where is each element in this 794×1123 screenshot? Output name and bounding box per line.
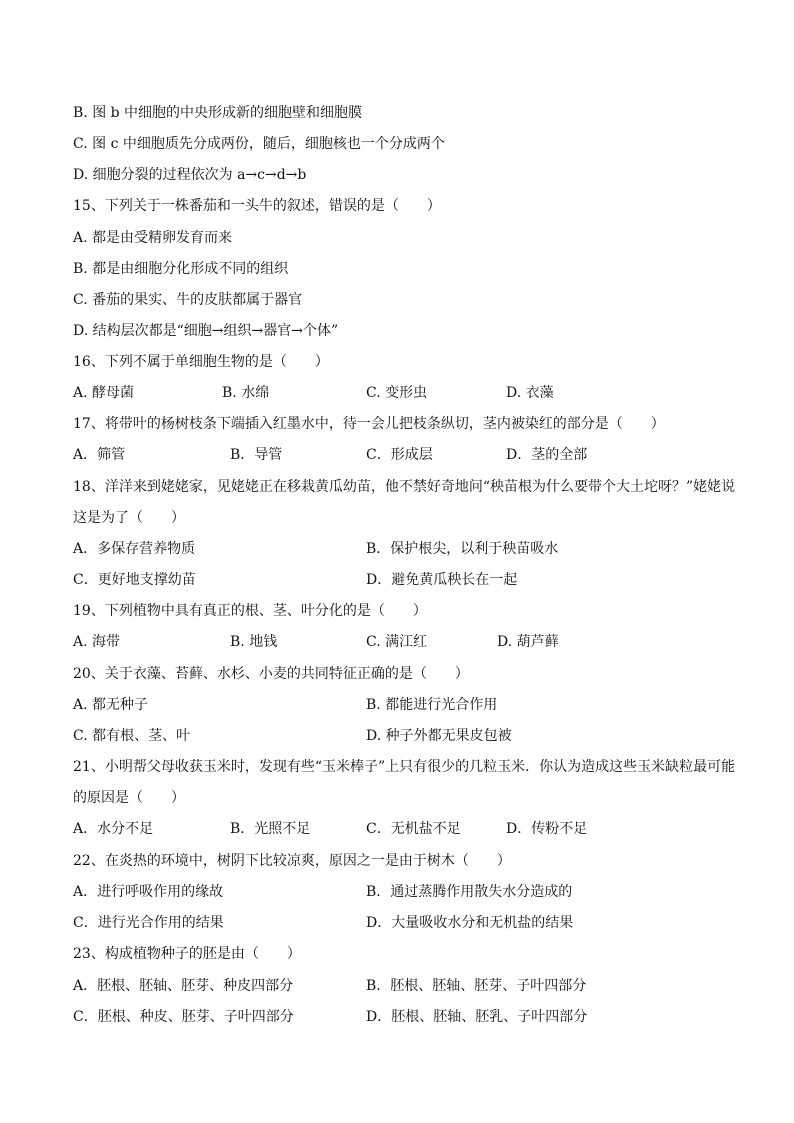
question-19-option-b: B. 地钱 — [230, 634, 278, 650]
question-18-option-b: B．保护根尖，以利于秧苗吸水 — [366, 541, 559, 557]
question-21-option-d: D．传粉不足 — [506, 821, 588, 837]
question-23-option-d: D．胚根、胚轴、胚乳、子叶四部分 — [366, 1009, 588, 1025]
question-17-option-b: B．导管 — [230, 447, 283, 463]
question-20-option-a: A. 都无种子 — [73, 697, 149, 713]
question-21-line-2: 的原因是（ ） — [73, 790, 185, 806]
question-18-line-1: 18、洋洋来到姥姥家，见姥姥正在移栽黄瓜幼苗，他不禁好奇地问“秧苗根为什么要带个大土坨呀？”姥姥说 — [73, 479, 736, 495]
question-21-line-1: 21、小明帮父母收获玉米时，发现有些“玉米棒子”上只有很少的几粒玉米．你认为造成这些玉米缺粒最可能 — [73, 759, 736, 775]
question-19-option-a: A. 海带 — [73, 634, 121, 650]
question-18-option-c: C．更好地支撑幼苗 — [73, 572, 196, 588]
question-23-option-c: C．胚根、种皮、胚芽、子叶四部分 — [73, 1009, 294, 1025]
question-23-option-a: A．胚根、胚轴、胚芽、种皮四部分 — [73, 978, 294, 994]
question-22-option-d: D．大量吸收水分和无机盐的结果 — [366, 915, 574, 931]
question-15-option-a: A. 都是由受精卵发育而来 — [73, 230, 233, 246]
question-21-option-c: C．无机盐不足 — [366, 821, 461, 837]
question-23: 23、构成植物种子的胚是由（ ） — [73, 946, 301, 962]
option-d-line: D. 细胞分裂的过程依次为 a→c→d→b — [73, 167, 307, 183]
question-19-option-c: C. 满江红 — [366, 634, 428, 650]
question-15-option-d: D. 结构层次都是“细胞→组织→器官→个体” — [73, 323, 339, 339]
question-15-option-b: B. 都是由细胞分化形成不同的组织 — [73, 261, 289, 277]
question-16: 16、下列不属于单细胞生物的是（ ） — [73, 354, 329, 370]
question-22-option-a: A．进行呼吸作用的缘故 — [73, 884, 224, 900]
question-19: 19、下列植物中具有真正的根、茎、叶分化的是（ ） — [73, 603, 427, 619]
question-21-option-b: B．光照不足 — [230, 821, 311, 837]
question-18-line-2: 这是为了（ ） — [73, 510, 185, 526]
question-22-option-c: C．进行光合作用的结果 — [73, 915, 224, 931]
question-20-option-b: B. 都能进行光合作用 — [366, 697, 498, 713]
question-18-option-d: D．避免黄瓜秧长在一起 — [366, 572, 518, 588]
question-17-option-d: D．茎的全部 — [506, 447, 588, 463]
question-18-option-a: A．多保存营养物质 — [73, 541, 196, 557]
question-15: 15、下列关于一株番茄和一头牛的叙述，错误的是（ ） — [73, 198, 441, 214]
question-23-option-b: B．胚根、胚轴、胚芽、子叶四部分 — [366, 978, 587, 994]
question-15-option-c: C. 番茄的果实、牛的皮肤都属于器官 — [73, 292, 303, 308]
question-17-option-c: C．形成层 — [366, 447, 433, 463]
question-20-option-c: C. 都有根、茎、叶 — [73, 728, 191, 744]
question-19-option-d: D. 葫芦藓 — [497, 634, 559, 650]
question-21-option-a: A．水分不足 — [73, 821, 154, 837]
question-16-option-c: C. 变形虫 — [366, 385, 428, 401]
question-22: 22、在炎热的环境中，树阴下比较凉爽，原因之一是由于树木（ ） — [73, 853, 511, 869]
question-22-option-b: B．通过蒸腾作用散失水分造成的 — [366, 884, 573, 900]
question-17: 17、将带叶的杨树枝条下端插入红墨水中，待一会儿把枝条纵切，茎内被染红的部分是（ ） — [73, 416, 665, 432]
option-c-line: C. 图 c 中细胞质先分成两份，随后，细胞核也一个分成两个 — [73, 136, 445, 152]
question-17-option-a: A．筛管 — [73, 447, 126, 463]
option-b-line: B. 图 b 中细胞的中央形成新的细胞壁和细胞膜 — [73, 105, 363, 121]
question-16-option-a: A. 酵母菌 — [73, 385, 135, 401]
question-20: 20、关于衣藻、苔藓、水杉、小麦的共同特征正确的是（ ） — [73, 666, 469, 682]
question-16-option-d: D. 衣藻 — [506, 385, 554, 401]
question-20-option-d: D. 种子外都无果皮包被 — [366, 728, 512, 744]
question-16-option-b: B. 水绵 — [222, 385, 270, 401]
